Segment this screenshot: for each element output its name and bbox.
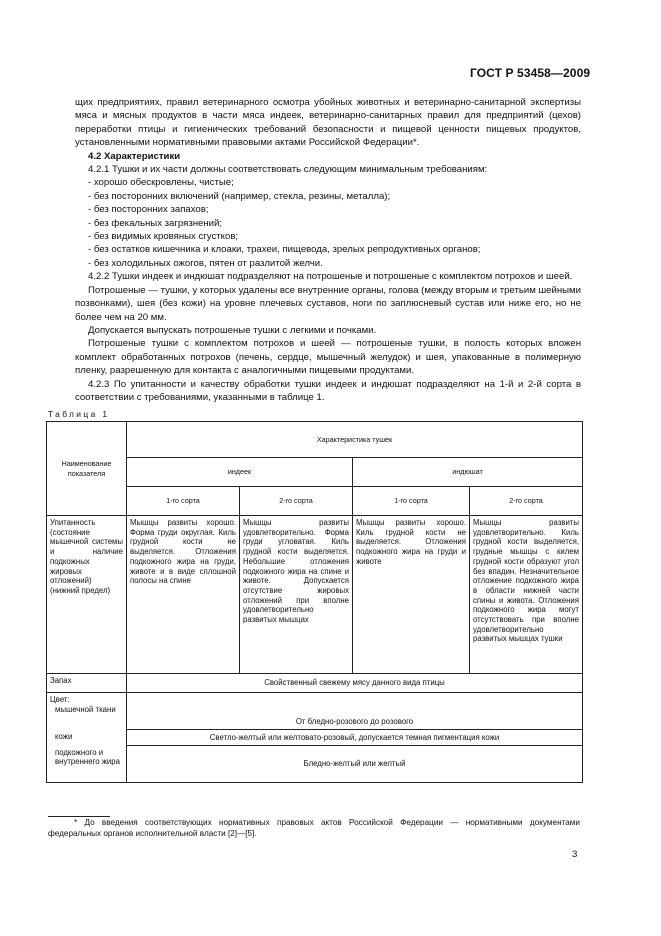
skin-label: кожи: [47, 730, 127, 746]
table-cell: Свойственный свежему мясу данного вида птицы: [127, 674, 583, 693]
document-header: ГОСТ Р 53458—2009: [470, 66, 591, 80]
paragraph-gutted: Потрошеные — тушки, у которых удалены все внутренние органы, голова (между вторым и третьим шейными позвонками), шея (без кожи) на уровне плечевых суставов, ноги по заплюсневый сустав или ниже его, но не более чем на 20 мм.: [75, 284, 581, 323]
table-cell: Мышцы развиты удовлетворительно. Форма груди угловатая. Киль грудной кости выделяется. Небольшие отложения подкожного жира на спине и животе. Допускается отсутствие жировых отложений при вполне удовлетворительно развитых мышцах: [240, 516, 353, 674]
requirement-item: - без посторонних запахов;: [88, 204, 209, 216]
table-row-color-skin: [47, 730, 583, 746]
table-row-smell: [47, 674, 583, 693]
table-cell: Мышцы развиты хорошо. Киль грудной кости не выделяется. Отложения подкожного жира на груди и животе: [353, 516, 470, 674]
quality-table: [46, 421, 583, 783]
table-cell: От бледно-розового до розового: [127, 693, 583, 730]
header-characteristic: Характеристика тушек: [127, 422, 583, 458]
requirement-item: - без холодильных ожогов, пятен от разлитой желчи.: [88, 257, 323, 269]
header-turkey: индеек: [127, 458, 353, 487]
body-text: [75, 96, 581, 404]
paragraph-4-2-3: 4.2.3 По упитанности и качеству обработки тушки индеек и индюшат подразделяют на 1-й и 2-й сорта в соответствии с требованиями, указанными в таблице 1.: [75, 378, 581, 403]
table-cell: Светло-желтый или желтовато-розовый, допускается темная пигментация кожи: [127, 730, 583, 746]
table-row-color-muscle: [47, 693, 583, 730]
header-grade-1: 1-го сорта: [353, 487, 470, 516]
paragraph-4-2-1: 4.2.1 Тушки и их части должны соответствовать следующим минимальным требованиям:: [88, 164, 488, 176]
paragraph-giblets: Потрошеные тушки с комплектом потрохов и шеей — потрошеные тушки, в полость которых вложен комплект обработанных потрохов (печень, сердце, мышечный желудок) и шея, упакованные в полимерную пленку, разрешенную для контакта с аналогичными пищевыми продуктами.: [75, 338, 581, 377]
fat-label: подкожного и внутреннего жира: [47, 746, 127, 783]
paragraph-4-2-2: 4.2.2 Тушки индеек и индюшат подразделяют на потрошеные и потрошеные с комплектом потрохов и шеей.: [88, 271, 573, 283]
table-caption: Таблица 1: [48, 409, 110, 419]
requirement-item: - без фекальных загрязнений;: [88, 217, 223, 229]
requirement-item: - без видимых кровяных сгустков;: [88, 231, 239, 243]
color-label: Цвет:: [50, 695, 70, 704]
page-number: 3: [572, 849, 578, 860]
table-header-row: [47, 487, 583, 516]
header-grade-2: 2-го сорта: [470, 487, 583, 516]
table-header-row: [47, 422, 583, 458]
table-cell: Бледно-желтый или желтый: [127, 746, 583, 783]
paragraph-allowed: Допускается выпускать потрошеные тушки с легкими и почками.: [88, 324, 377, 336]
header-indicator: Наименование показателя: [47, 422, 127, 516]
footnote-text: * До введения соответствующих нормативных правовых актов Российской Федерации — нормативными документами федеральных органов исполнительной власти [2]—[5].: [48, 818, 580, 838]
table-header-row: [47, 458, 583, 487]
header-grade-1: 1-го сорта: [127, 487, 240, 516]
muscle-label: мышечной ткани: [55, 704, 116, 714]
requirement-item: - хорошо обескровлены, чистые;: [88, 177, 234, 189]
header-grade-2: 2-го сорта: [240, 487, 353, 516]
table-cell: Мышцы развиты хорошо. Форма груди округлая. Киль грудной кости не выделяется. Отложения подкожного жира на груди, животе и в виде сплошной полосы на спине: [127, 516, 240, 674]
table-row-color-fat: [47, 746, 583, 783]
row-label: [47, 693, 127, 730]
intro-paragraph: щих предприятиях, правил ветеринарного осмотра убойных животных и ветеринарно-санитарной экспертизы мяса и мясных продуктов в части мяса индеек, ветеринарно-санитарных правил для предприятий (цехов) переработки птицы и гигиенических требований безопасности и пищевой ценности пищевых продуктов, установленными нормативными правовыми актами Российской Федерации*.: [75, 97, 581, 149]
header-poult: индюшат: [353, 458, 583, 487]
requirement-item: - без посторонних включений (например, стекла, резины, металла);: [88, 190, 391, 202]
row-label: Запах: [47, 674, 127, 693]
row-label: Упитанность (состояние мышечной системы и наличие подкожных жировых отложений) (нижний предел): [47, 516, 127, 674]
requirement-item: - без остатков кишечника и клоаки, трахеи, пищевода, зрелых репродуктивных органов;: [88, 244, 481, 256]
footnote-divider: [48, 816, 110, 817]
footnote: [48, 818, 580, 840]
section-heading: 4.2 Характеристики: [88, 150, 181, 162]
table-cell: Мышцы развиты удовлетворительно. Киль грудной кости выделяется, грудные мышцы с килем грудной кости образуют угол без впадин. Незначительное отложение подкожного жира в области нижней части спины и живота. Отложения подкожного жира могут отсутствовать при вполне удовлетворительно развитых мышцах тушки: [470, 516, 583, 674]
table-row-fatness: [47, 516, 583, 674]
